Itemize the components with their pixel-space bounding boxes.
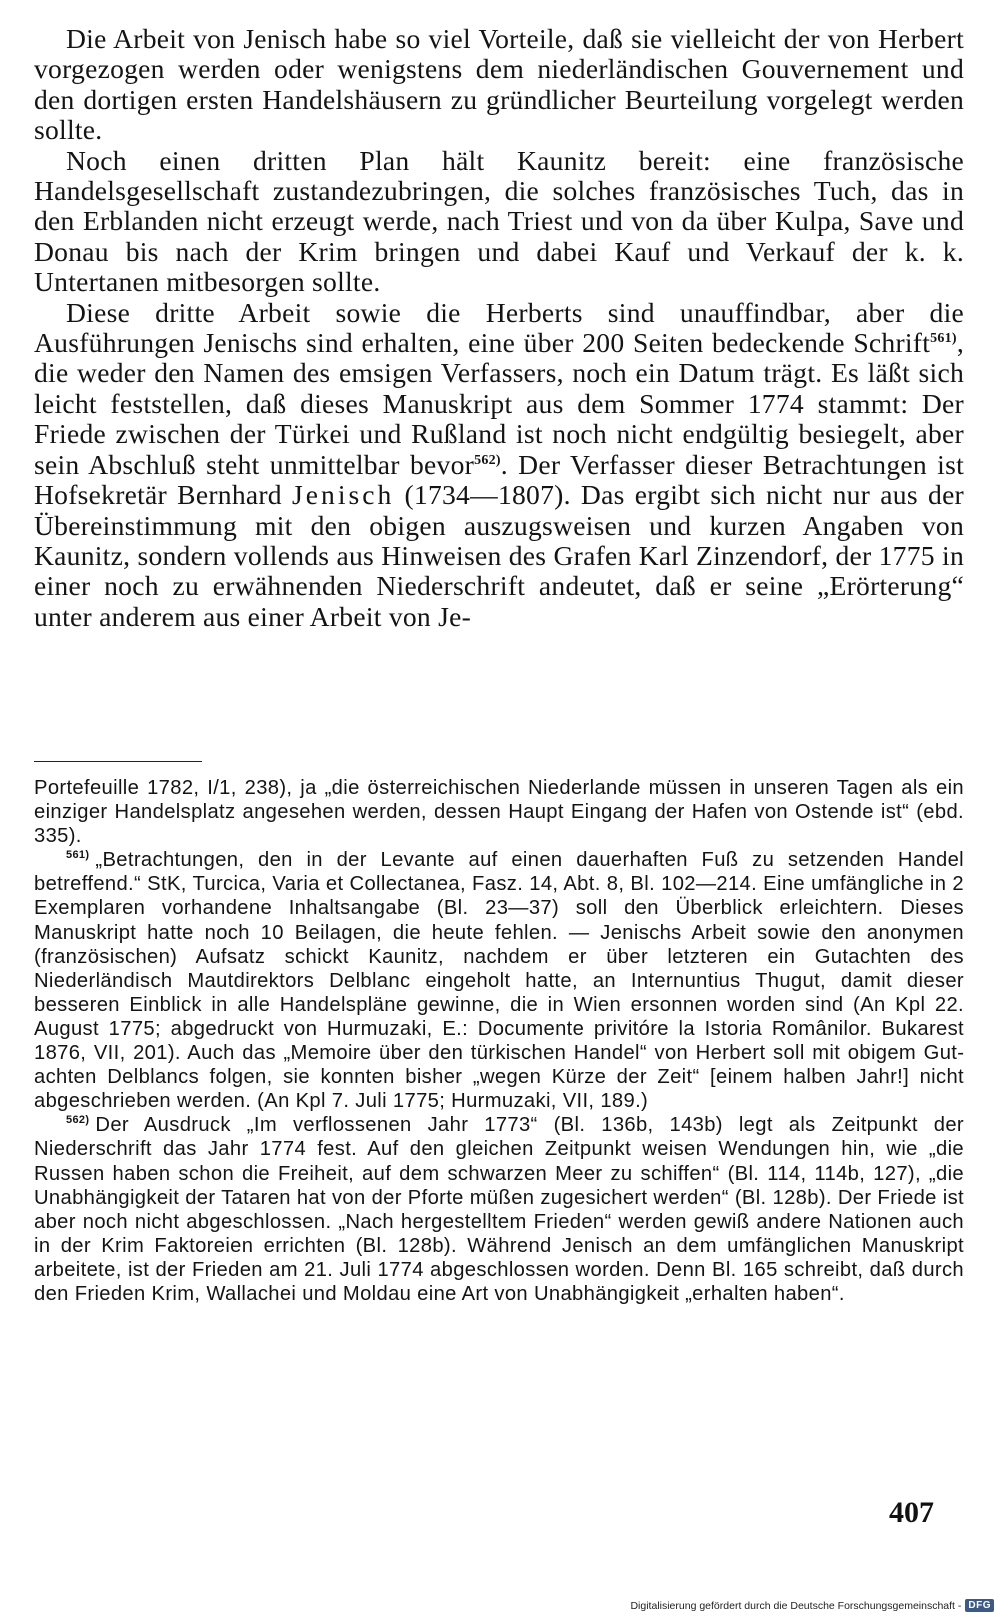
footnote-561 [34,848,964,1113]
page [34,23,965,1305]
paragraph-3-part-3: . Der Verfasser dieser Betrachtungen ist Hofsekretär Bernhard [34,448,964,511]
footnote-number-561: 561) [66,849,90,862]
paragraph-3-part-2: , die weder den Namen des emsigen Verfassers, noch ein Datum trägt. Es läßt sich leicht feststellen, daß dieses Manuskript aus dem Sommer 1774 stammt: Der Friede zwischen der Türkei und Rußland ist noch nicht endgültig besiegelt, aber sein Abschluß steht unmittelbar bevor [34,327,964,480]
paragraph-3-part-1: Diese dritte Arbeit sowie die Herberts sind unauffindbar, aber die Ausführungen Jenischs sind erhalten, eine über 200 Seiten bedeckende Schrift [34,296,964,359]
page-number: 407 [889,1496,934,1529]
footnotes [34,776,964,1306]
footnote-continuation: Portefeuille 1782, I/1, 238), ja „die österreichischen Niederlande müssen in unseren Tagen als ein einziger Handelsplatz angesehen werden, dessen Haupt Eingang der Hafen von Ostende ist“ (ebd. 335). [34,777,964,848]
paragraph-3-part-4: (1734—1807). Das ergibt sich nicht nur aus der Übereinstimmung mit den obigen auszugsweisen und kurzen Angaben von Kaunitz, sondern vollends aus Hinweisen des Grafen Karl Zinzendorf, der 1775 in einer noch zu erwähnenden Niederschrift andeutet, daß er seine „Erörterung“ unter anderem aus einer Arbeit von Je- [34,479,965,632]
footnote-text-561: „Betrachtungen, den in der Levante auf einen dauerhaften Fuß zu setzenden Handel betreffend.“ StK, Turcica, Varia et Collectanea, Fasz. 14, Abt. 8, Bl. 102—214. Eine umfängliche in 2 Exemplaren vorhandene Inhaltsangabe (Bl. 23—37) soll den Überblick erleichtern. Dieses Manuskript hatte noch 10 Beilagen, die heute fehlen. — Jenischs Arbeit sowie den anonymen (französischen) Aufsatz schickt Kaunitz, nachdem er über letzteren ein Gutachten des Niederländisch Mautdirektors Delblanc eingeholt hatte, an Internuntius Thugut, damit dieser besseren Einblick in alle Handelspläne gewinne, die in Wien ersonnen worden sind (An Kpl 22. August 1775; abgedruckt von Hurmuzaki, E.: Documente privitóre la Istoria Românilor. Bukarest 1876, VII, 201). Auch das „Memoire über den türkischen Handel“ von Herbert soll mit obigem Gutachten Delblancs folgen, sie konnten bisher „wegen Kürze der Zeit“ [einem halben Jahr!] nicht abgeschrieben werden. (An Kpl 7. Juli 1775; Hurmuzaki, VII, 189.) [34,849,964,1113]
footnote-text-562: Der Ausdruck „Im verflossenen Jahr 1773“ (Bl. 136b, 143b) legt als Zeitpunkt der Niederschrift das Jahr 1774 fest. Auf den gleichen Zeitpunkt weisen Wendungen hin, wie „die Russen haben schon die Freiheit, auf dem schwarzen Meer zu schiffen“ (Bl. 114, 114b, 127), „die Unabhängigkeit der Tataren hat von der Pforte müßen zugesichert werden“ (Bl. 128b). Der Friede ist aber noch nicht abgeschlossen. „Nach hergestelltem Frieden“ werden gewiß andere Nationen auch in der Krim Faktoreien errichten (Bl. 128b). Während Jenisch an dem umfänglichen Manuskript arbeitete, ist der Frieden am 21. Juli 1774 abgeschlossen worden. Denn Bl. 165 schreibt, daß durch den Frieden Krim, Wallachei und Moldau eine Art von Unabhängigkeit „erhalten haben“. [34,1114,964,1305]
body-text [34,24,964,632]
dfg-logo: DFG [965,1599,994,1612]
spaced-name-jenisch: Jenisch [292,479,395,511]
credit-text: Digitalisierung gefördert durch die Deutsche Forschungsgemeinschaft - [630,1599,962,1612]
paragraph-1: Die Arbeit von Jenisch habe so viel Vorteile, daß sie vielleicht der von Herbert vorgezogen werden oder wenigstens dem niederländischen Gouvernement und den dortigen ersten Handelshäusern zu gründlicher Beurteilung vorgelegt werden sollte. [34,23,964,146]
paragraph-3 [34,298,964,632]
footnote-ref-562[interactable]: 562) [474,452,501,468]
footnote-ref-561[interactable]: 561) [930,331,957,347]
footnote-number-562: 562) [66,1114,90,1127]
digitization-credit [630,1599,994,1612]
footnote-562 [34,1113,964,1306]
paragraph-2: Noch einen dritten Plan hält Kaunitz bereit: eine französische Handelsgesellschaft zustandezubringen, die solches französisches Tuch, das in den Erblanden nicht erzeugt werde, nach Triest und von da über Kulpa, Save und Donau bis nach der Krim bringen und dabei Kauf und Verkauf der k. k. Untertanen mitbesorgen sollte. [34,144,964,298]
footnote-divider [34,761,202,762]
